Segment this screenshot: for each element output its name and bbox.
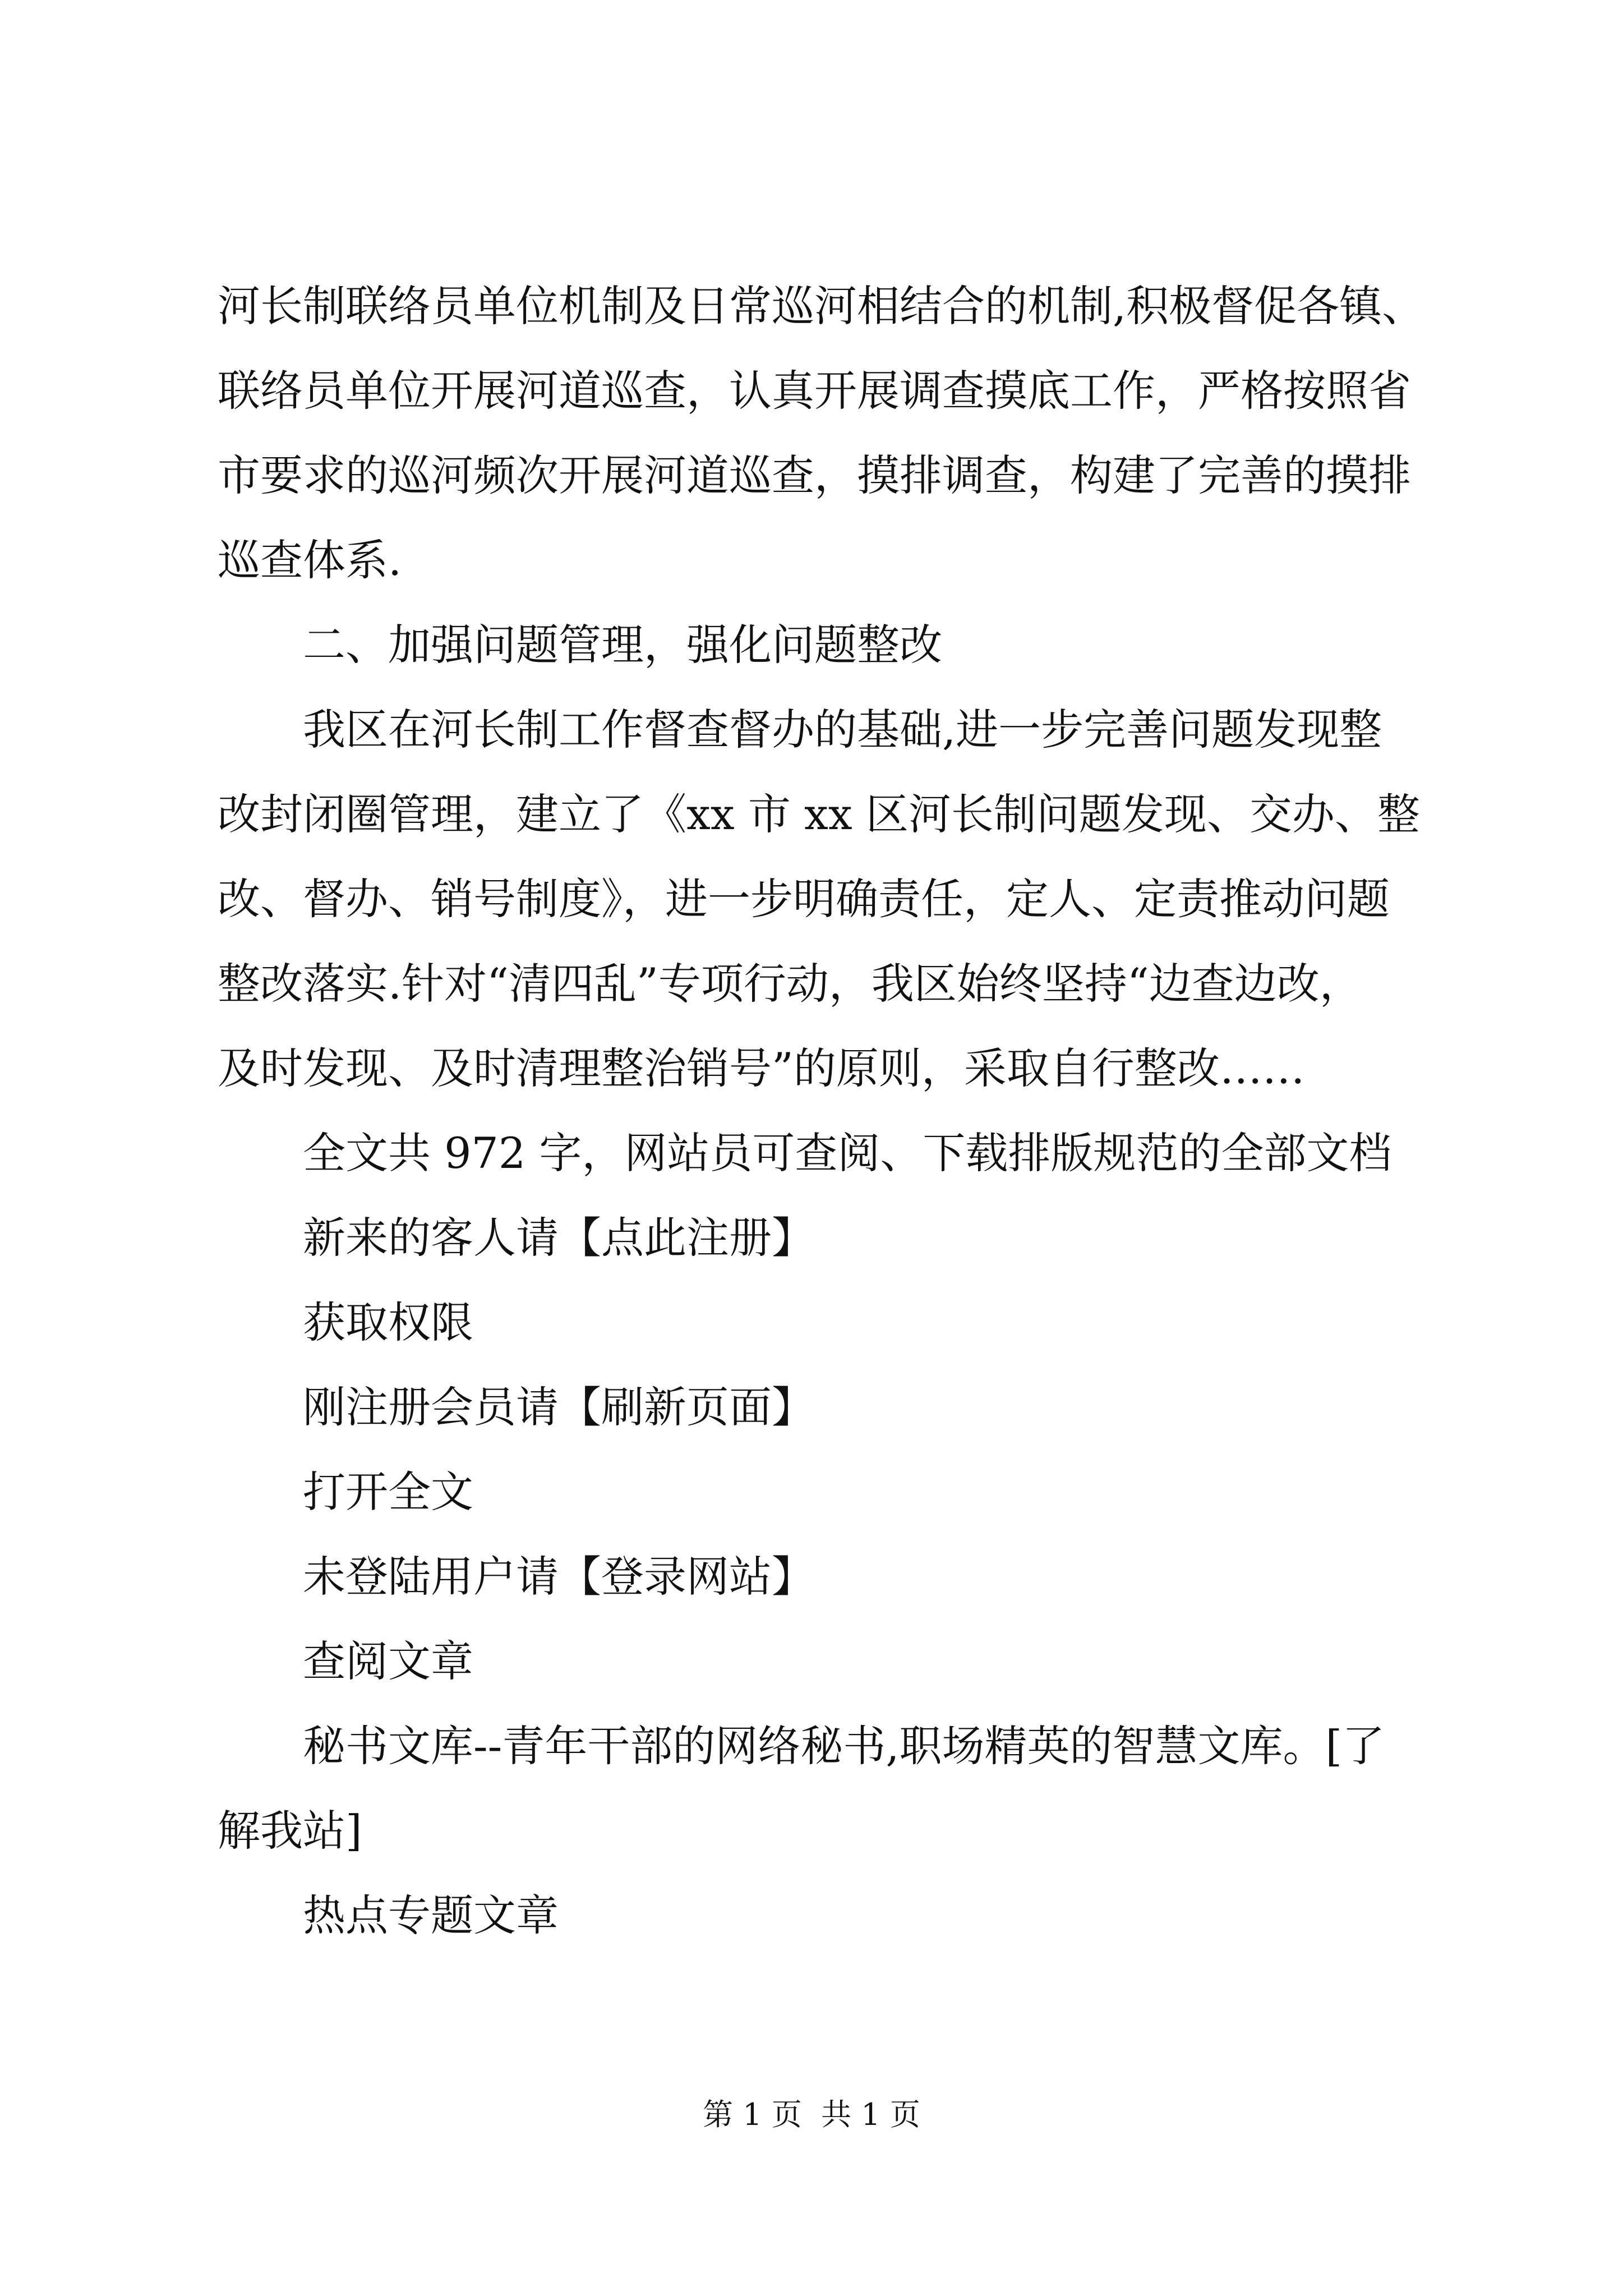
- paragraph-line: 整改落实.针对“清四乱”专项行动，我区始终坚持“边查边改，: [218, 959, 1362, 1009]
- login-note: 查阅文章: [303, 1636, 473, 1686]
- login-prompt: 未登陆用户请: [303, 1552, 559, 1602]
- register-link[interactable]: 【点此注册】: [559, 1213, 814, 1263]
- login-link[interactable]: 【登录网站】: [559, 1552, 814, 1602]
- hot-topics-heading: 热点专题文章: [303, 1890, 559, 1940]
- login-row: [218, 1534, 1519, 1619]
- refresh-page-link[interactable]: 【刷新页面】: [559, 1382, 814, 1432]
- register-row: [218, 1195, 1519, 1280]
- paragraph-line: 市要求的巡河频次开展河道巡查，摸排调查，构建了完善的摸排: [218, 450, 1411, 500]
- page-footer: [0, 2095, 1623, 2134]
- paragraph-line: 改、督办、销号制度》，进一步明确责任，定人、定责推动问题: [218, 874, 1390, 924]
- paragraph-line: 河长制联络员单位机制及日常巡河相结合的机制,积极督促各镇、: [218, 281, 1425, 331]
- about-site-link[interactable]: 解我站]: [218, 1806, 362, 1856]
- word-count-note: 全文共 972 字，网站员可查阅、下载排版规范的全部文档: [303, 1128, 1392, 1178]
- paragraph-line: 巡查体系.: [218, 535, 402, 585]
- paragraph-line: 我区在河长制工作督查督办的基础,进一步完善问题发现整: [303, 705, 1382, 754]
- paragraph-line: 及时发现、及时清理整治销号”的原则，采取自行整改……: [218, 1043, 1305, 1093]
- refresh-prompt: 刚注册会员请: [303, 1382, 559, 1432]
- about-site-line: 秘书文库--青年干部的网络秘书,职场精英的智慧文库。[了: [303, 1721, 1385, 1771]
- register-note: 获取权限: [303, 1297, 473, 1347]
- register-prompt: 新来的客人请: [303, 1213, 559, 1263]
- refresh-row: [218, 1365, 1519, 1450]
- paragraph-line: 改封闭圈管理，建立了《xx 市 xx 区河长制问题发现、交办、整: [218, 789, 1420, 839]
- page-indicator: 第 1 页 共 1 页: [703, 2097, 920, 2132]
- paragraph-line: 联络员单位开展河道巡查，认真开展调查摸底工作，严格按照省: [218, 366, 1411, 416]
- document-body: [218, 264, 1519, 1958]
- section-heading: 二、加强问题管理，强化问题整改: [303, 620, 942, 670]
- refresh-note: 打开全文: [303, 1467, 473, 1517]
